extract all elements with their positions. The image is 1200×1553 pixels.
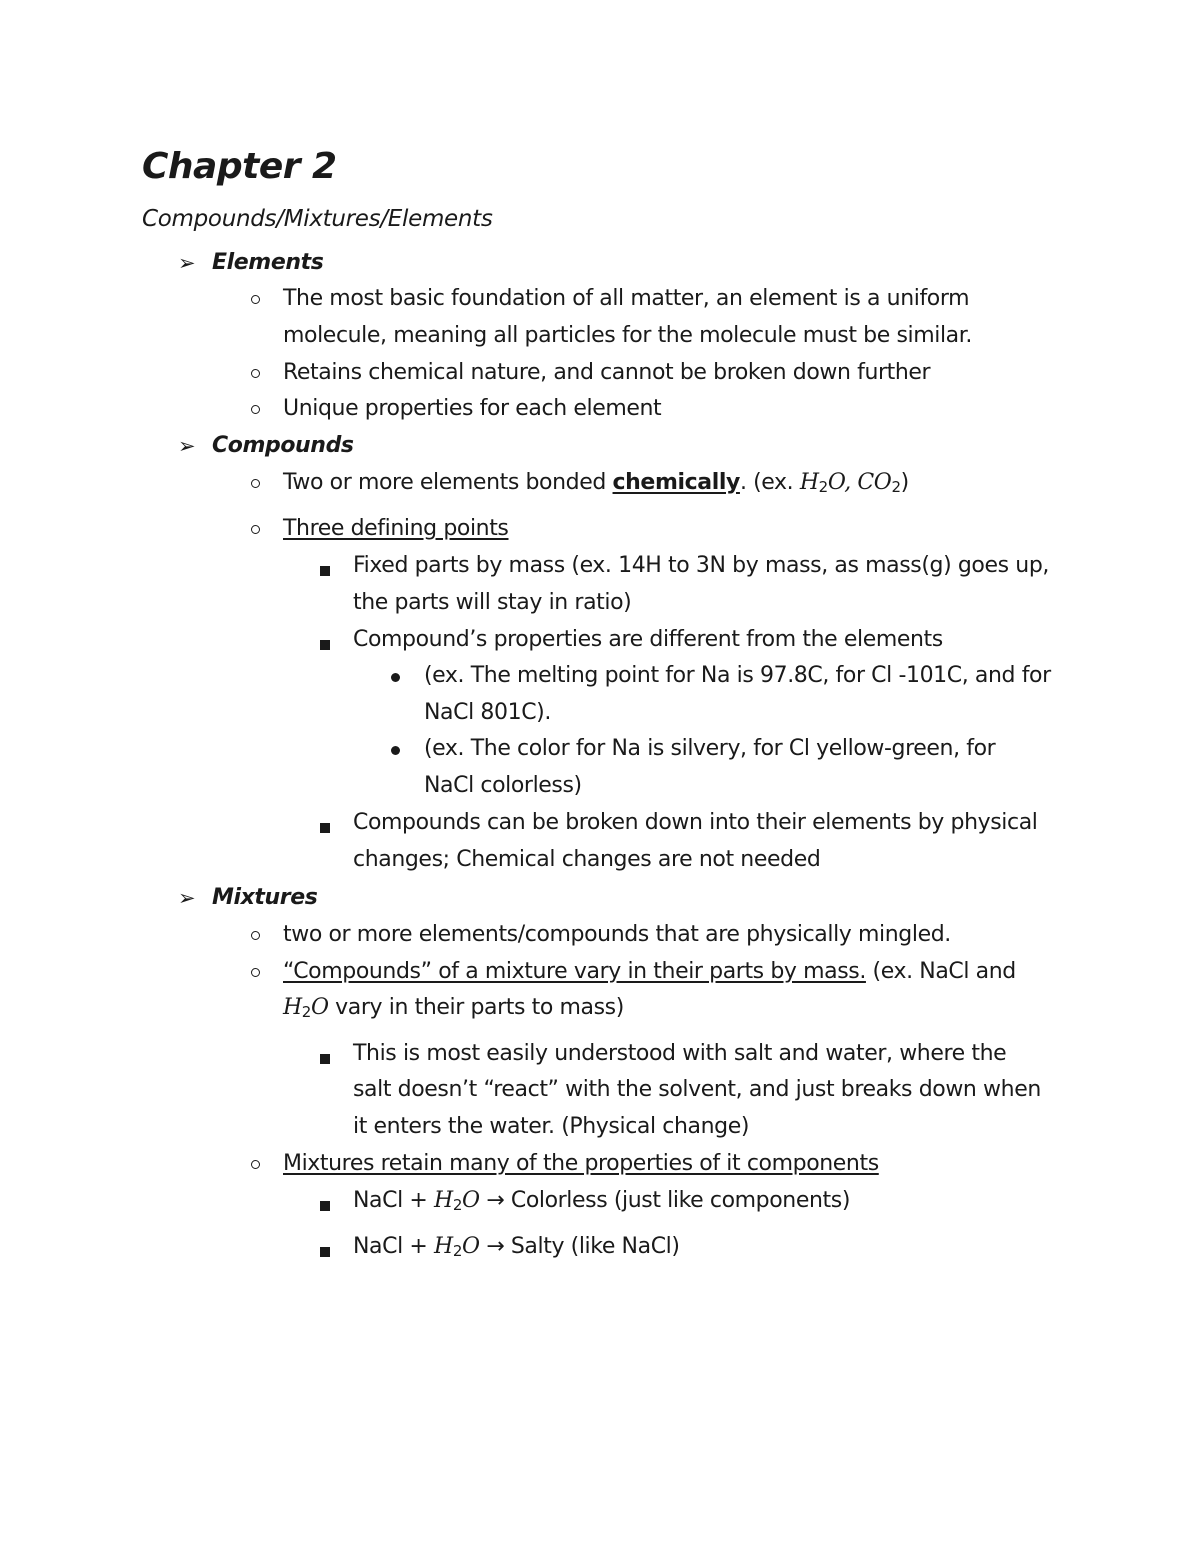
list-item: (ex. The melting point for Na is 97.8C, for Cl -101C, and for	[424, 663, 1051, 688]
square-bullet-icon	[320, 1054, 330, 1064]
circle-bullet-icon	[251, 525, 260, 534]
arrow-bullet-icon: ➢	[178, 434, 196, 458]
section-heading-elements: Elements	[212, 250, 324, 275]
square-bullet-icon	[320, 823, 330, 833]
list-item: Compounds can be broken down into their elements by physical	[353, 810, 1038, 835]
circle-bullet-icon	[251, 931, 260, 940]
list-item: This is most easily understood with salt and water, where the	[353, 1041, 1007, 1066]
text: → Colorless (just like components)	[479, 1188, 850, 1213]
subscript: 2	[452, 1242, 462, 1260]
list-item-continuation: NaCl colorless)	[424, 773, 582, 798]
text: vary in their parts to mass)	[328, 995, 624, 1020]
list-item	[353, 1232, 680, 1263]
list-item-continuation	[283, 993, 624, 1024]
subscript: 2	[301, 1003, 311, 1021]
circle-bullet-icon	[251, 968, 260, 977]
list-item: Mixtures retain many of the properties of it components	[283, 1151, 879, 1176]
text: NaCl +	[353, 1188, 435, 1213]
circle-bullet-icon	[251, 405, 260, 414]
circle-bullet-icon	[251, 479, 260, 488]
subscript: 2	[891, 478, 901, 496]
list-item-continuation: the parts will stay in ratio)	[353, 590, 632, 615]
formula-symbol: H	[799, 470, 819, 495]
section-heading-compounds: Compounds	[212, 433, 354, 458]
formula-symbol: CO	[857, 470, 892, 495]
text: . (ex.	[739, 470, 800, 495]
arrow-bullet-icon: ➢	[178, 886, 196, 910]
list-item	[283, 468, 909, 499]
formula-symbol: H	[283, 995, 302, 1020]
circle-bullet-icon	[251, 295, 260, 304]
subscript: 2	[452, 1196, 462, 1214]
text: (ex. NaCl and	[865, 959, 1016, 984]
dot-bullet-icon	[391, 746, 400, 755]
text: Two or more elements bonded	[283, 470, 613, 495]
list-item: (ex. The color for Na is silvery, for Cl yellow-green, for	[424, 736, 996, 761]
formula-symbol: H	[434, 1188, 453, 1213]
circle-bullet-icon	[251, 369, 260, 378]
circle-bullet-icon	[251, 1160, 260, 1169]
arrow-bullet-icon: ➢	[178, 251, 196, 275]
section-heading-mixtures: Mixtures	[212, 885, 318, 910]
dot-bullet-icon	[391, 673, 400, 682]
list-item-continuation: changes; Chemical changes are not needed	[353, 847, 821, 872]
list-item: Retains chemical nature, and cannot be broken down further	[283, 360, 931, 385]
list-item-continuation: NaCl 801C).	[424, 700, 551, 725]
list-item: Compound’s properties are different from the elements	[353, 627, 943, 652]
list-item-continuation: molecule, meaning all particles for the molecule must be similar.	[283, 323, 972, 348]
text: → Salty (like NaCl)	[479, 1234, 680, 1259]
square-bullet-icon	[320, 1201, 330, 1211]
square-bullet-icon	[320, 640, 330, 650]
list-item-continuation: salt doesn’t “react” with the solvent, and just breaks down when	[353, 1077, 1041, 1102]
list-item: Unique properties for each element	[283, 396, 662, 421]
list-item: Three defining points	[283, 516, 509, 541]
square-bullet-icon	[320, 1247, 330, 1257]
list-item: two or more elements/compounds that are physically mingled.	[283, 922, 951, 947]
list-item: The most basic foundation of all matter, an element is a uniform	[283, 286, 970, 311]
square-bullet-icon	[320, 566, 330, 576]
formula-separator: ,	[844, 470, 858, 495]
list-item: Fixed parts by mass (ex. 14H to 3N by mass, as mass(g) goes up,	[353, 553, 1049, 578]
emphasis-text: chemically	[612, 470, 740, 495]
list-item	[353, 1186, 850, 1217]
formula-symbol: H	[434, 1234, 453, 1259]
page-title: Chapter 2	[142, 146, 337, 187]
text: NaCl +	[353, 1234, 435, 1259]
underlined-text: “Compounds” of a mixture vary in their parts by mass.	[283, 959, 866, 984]
list-item-continuation: it enters the water. (Physical change)	[353, 1114, 750, 1139]
formula-symbol: O	[462, 1188, 480, 1213]
formula-symbol: O	[310, 995, 329, 1020]
formula-symbol: O	[827, 470, 845, 495]
formula-symbol: O	[462, 1234, 480, 1259]
subscript: 2	[818, 478, 828, 496]
list-item	[283, 957, 1016, 987]
page-subtitle: Compounds/Mixtures/Elements	[142, 206, 493, 232]
text: )	[900, 470, 909, 495]
